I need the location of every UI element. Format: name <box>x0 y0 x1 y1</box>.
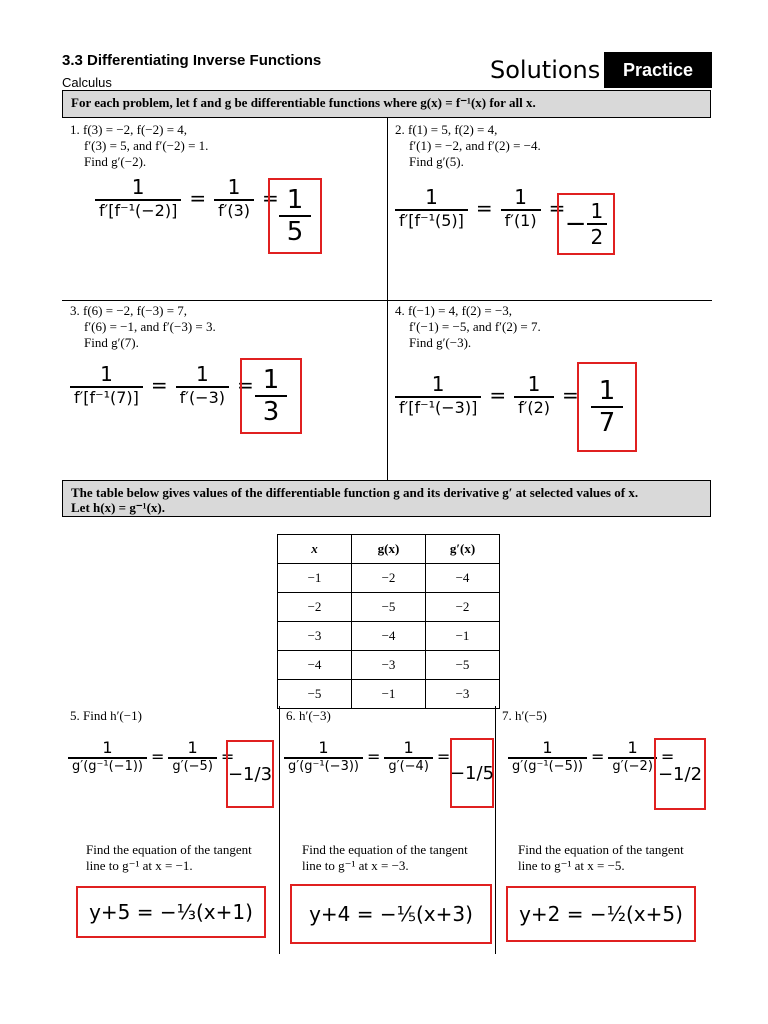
table-cell: −2 <box>352 564 426 593</box>
table-cell: −5 <box>278 680 352 709</box>
problem-7-work: $\frac{1}{\text{g′(g⁻¹(−5))}}$ = $\frac{1}{g'(-2)}$ = <box>508 738 674 774</box>
problem-5-label: 5. Find h′(−1) <box>70 708 142 723</box>
practice-badge: Practice <box>604 52 712 88</box>
table-header-row <box>278 535 500 564</box>
table-row <box>278 622 500 651</box>
grid-divider-horizontal <box>62 300 712 301</box>
table-cell: −2 <box>278 593 352 622</box>
problem-2-work: $\frac{1}{\text{f′[f⁻¹(5)]}}$ = $\frac{1}{f'(1)}$ = <box>395 185 565 230</box>
table-header: g(x) <box>352 535 426 564</box>
table-row <box>278 593 500 622</box>
problem-5-tangent-answer: y+5 = −⅓(x+1) <box>76 886 266 938</box>
table-cell: −4 <box>426 564 500 593</box>
table-instructions-line2: Let h(x) = g⁻¹(x). <box>71 500 165 515</box>
page-title: 3.3 Differentiating Inverse Functions <box>62 52 322 69</box>
problem-3-answer-box: 1 3 <box>240 358 302 434</box>
table-cell: −3 <box>352 651 426 680</box>
problem-7-tangent-answer: y+2 = −½(x+5) <box>506 886 696 942</box>
problem-1: 1. f(3) = −2, f(−2) = 4, f′(3) = 5, and f′(−2) = 1. Find g′(−2). <box>70 122 209 169</box>
problem-5-work: $\frac{1}{\text{g′(g⁻¹(−1))}}$ = $\frac{1}{g'(-5)}$ = <box>68 738 234 774</box>
table-cell: −4 <box>278 651 352 680</box>
table-cell: −5 <box>352 593 426 622</box>
problem-7-label: 7. h′(−5) <box>502 708 547 723</box>
table-cell: −1 <box>278 564 352 593</box>
table-row <box>278 564 500 593</box>
lower-divider-1 <box>279 706 280 954</box>
lower-divider-2 <box>495 706 496 954</box>
problem-4-answer-box: 1 7 <box>577 362 637 452</box>
instructions-bar <box>62 90 711 118</box>
problem-2: 2. f(1) = 5, f(2) = 4, f′(1) = −2, and f′(2) = −4. Find g′(5). <box>395 122 541 169</box>
problem-6-answer-box: −1/5 <box>450 738 494 808</box>
problem-6-work: $\frac{1}{\text{g′(g⁻¹(−3))}}$ = $\frac{1}{g'(-4)}$ = <box>284 738 450 774</box>
problem-6-tangent-answer: y+4 = −⅕(x+3) <box>290 884 492 944</box>
grid-divider-vertical <box>387 118 388 480</box>
table-row <box>278 651 500 680</box>
course-subtitle: Calculus <box>62 75 112 90</box>
table-cell: −4 <box>352 622 426 651</box>
problem-2-answer-box: − $\frac{1}{2}$ <box>557 193 615 255</box>
values-table <box>277 534 500 709</box>
problem-1-work: $\frac{1}{\text{f′[f⁻¹(−2)]}}$ = $\frac{1}{f'(3)}$ = <box>95 175 279 220</box>
solutions-label: Solutions <box>490 56 601 84</box>
table-header: g′(x) <box>426 535 500 564</box>
table-instructions-bar <box>62 480 711 517</box>
problem-5-answer-box: −1/3 <box>226 740 274 808</box>
table-cell: −1 <box>426 622 500 651</box>
table-header: x <box>278 535 352 564</box>
problem-7-answer-box: −1/2 <box>654 738 706 810</box>
problem-3: 3. f(6) = −2, f(−3) = 7, f′(6) = −1, and f′(−3) = 3. Find g′(7). <box>70 303 216 350</box>
table-cell: −2 <box>426 593 500 622</box>
table-cell: −3 <box>426 680 500 709</box>
problem-3-work: $\frac{1}{\text{f′[f⁻¹(7)]}}$ = $\frac{1}{f'(-3)}$ = <box>70 362 254 407</box>
table-cell: −1 <box>352 680 426 709</box>
problem-4: 4. f(−1) = 4, f(2) = −3, f′(−1) = −5, and f′(2) = 7. Find g′(−3). <box>395 303 541 350</box>
table-instructions-line1: The table below gives values of the differentiable function g and its derivative g′ at selected values of x. <box>71 485 639 500</box>
problem-7-tangent-prompt: Find the equation of the tangent line to g⁻¹ at x = −5. <box>518 842 684 873</box>
problem-6-label: 6. h′(−3) <box>286 708 331 723</box>
table-row <box>278 680 500 709</box>
problem-6-tangent-prompt: Find the equation of the tangent line to g⁻¹ at x = −3. <box>302 842 468 873</box>
table-cell: −3 <box>278 622 352 651</box>
table-cell: −5 <box>426 651 500 680</box>
problem-1-answer-box: 1 5 <box>268 178 322 254</box>
instructions-text: For each problem, let f and g be differentiable functions where g(x) = f⁻¹(x) for all x. <box>71 95 536 110</box>
problem-5-tangent-prompt: Find the equation of the tangent line to g⁻¹ at x = −1. <box>86 842 252 873</box>
problem-4-work: $\frac{1}{\text{f′[f⁻¹(−3)]}}$ = $\frac{1}{f'(2)}$ = <box>395 372 579 417</box>
